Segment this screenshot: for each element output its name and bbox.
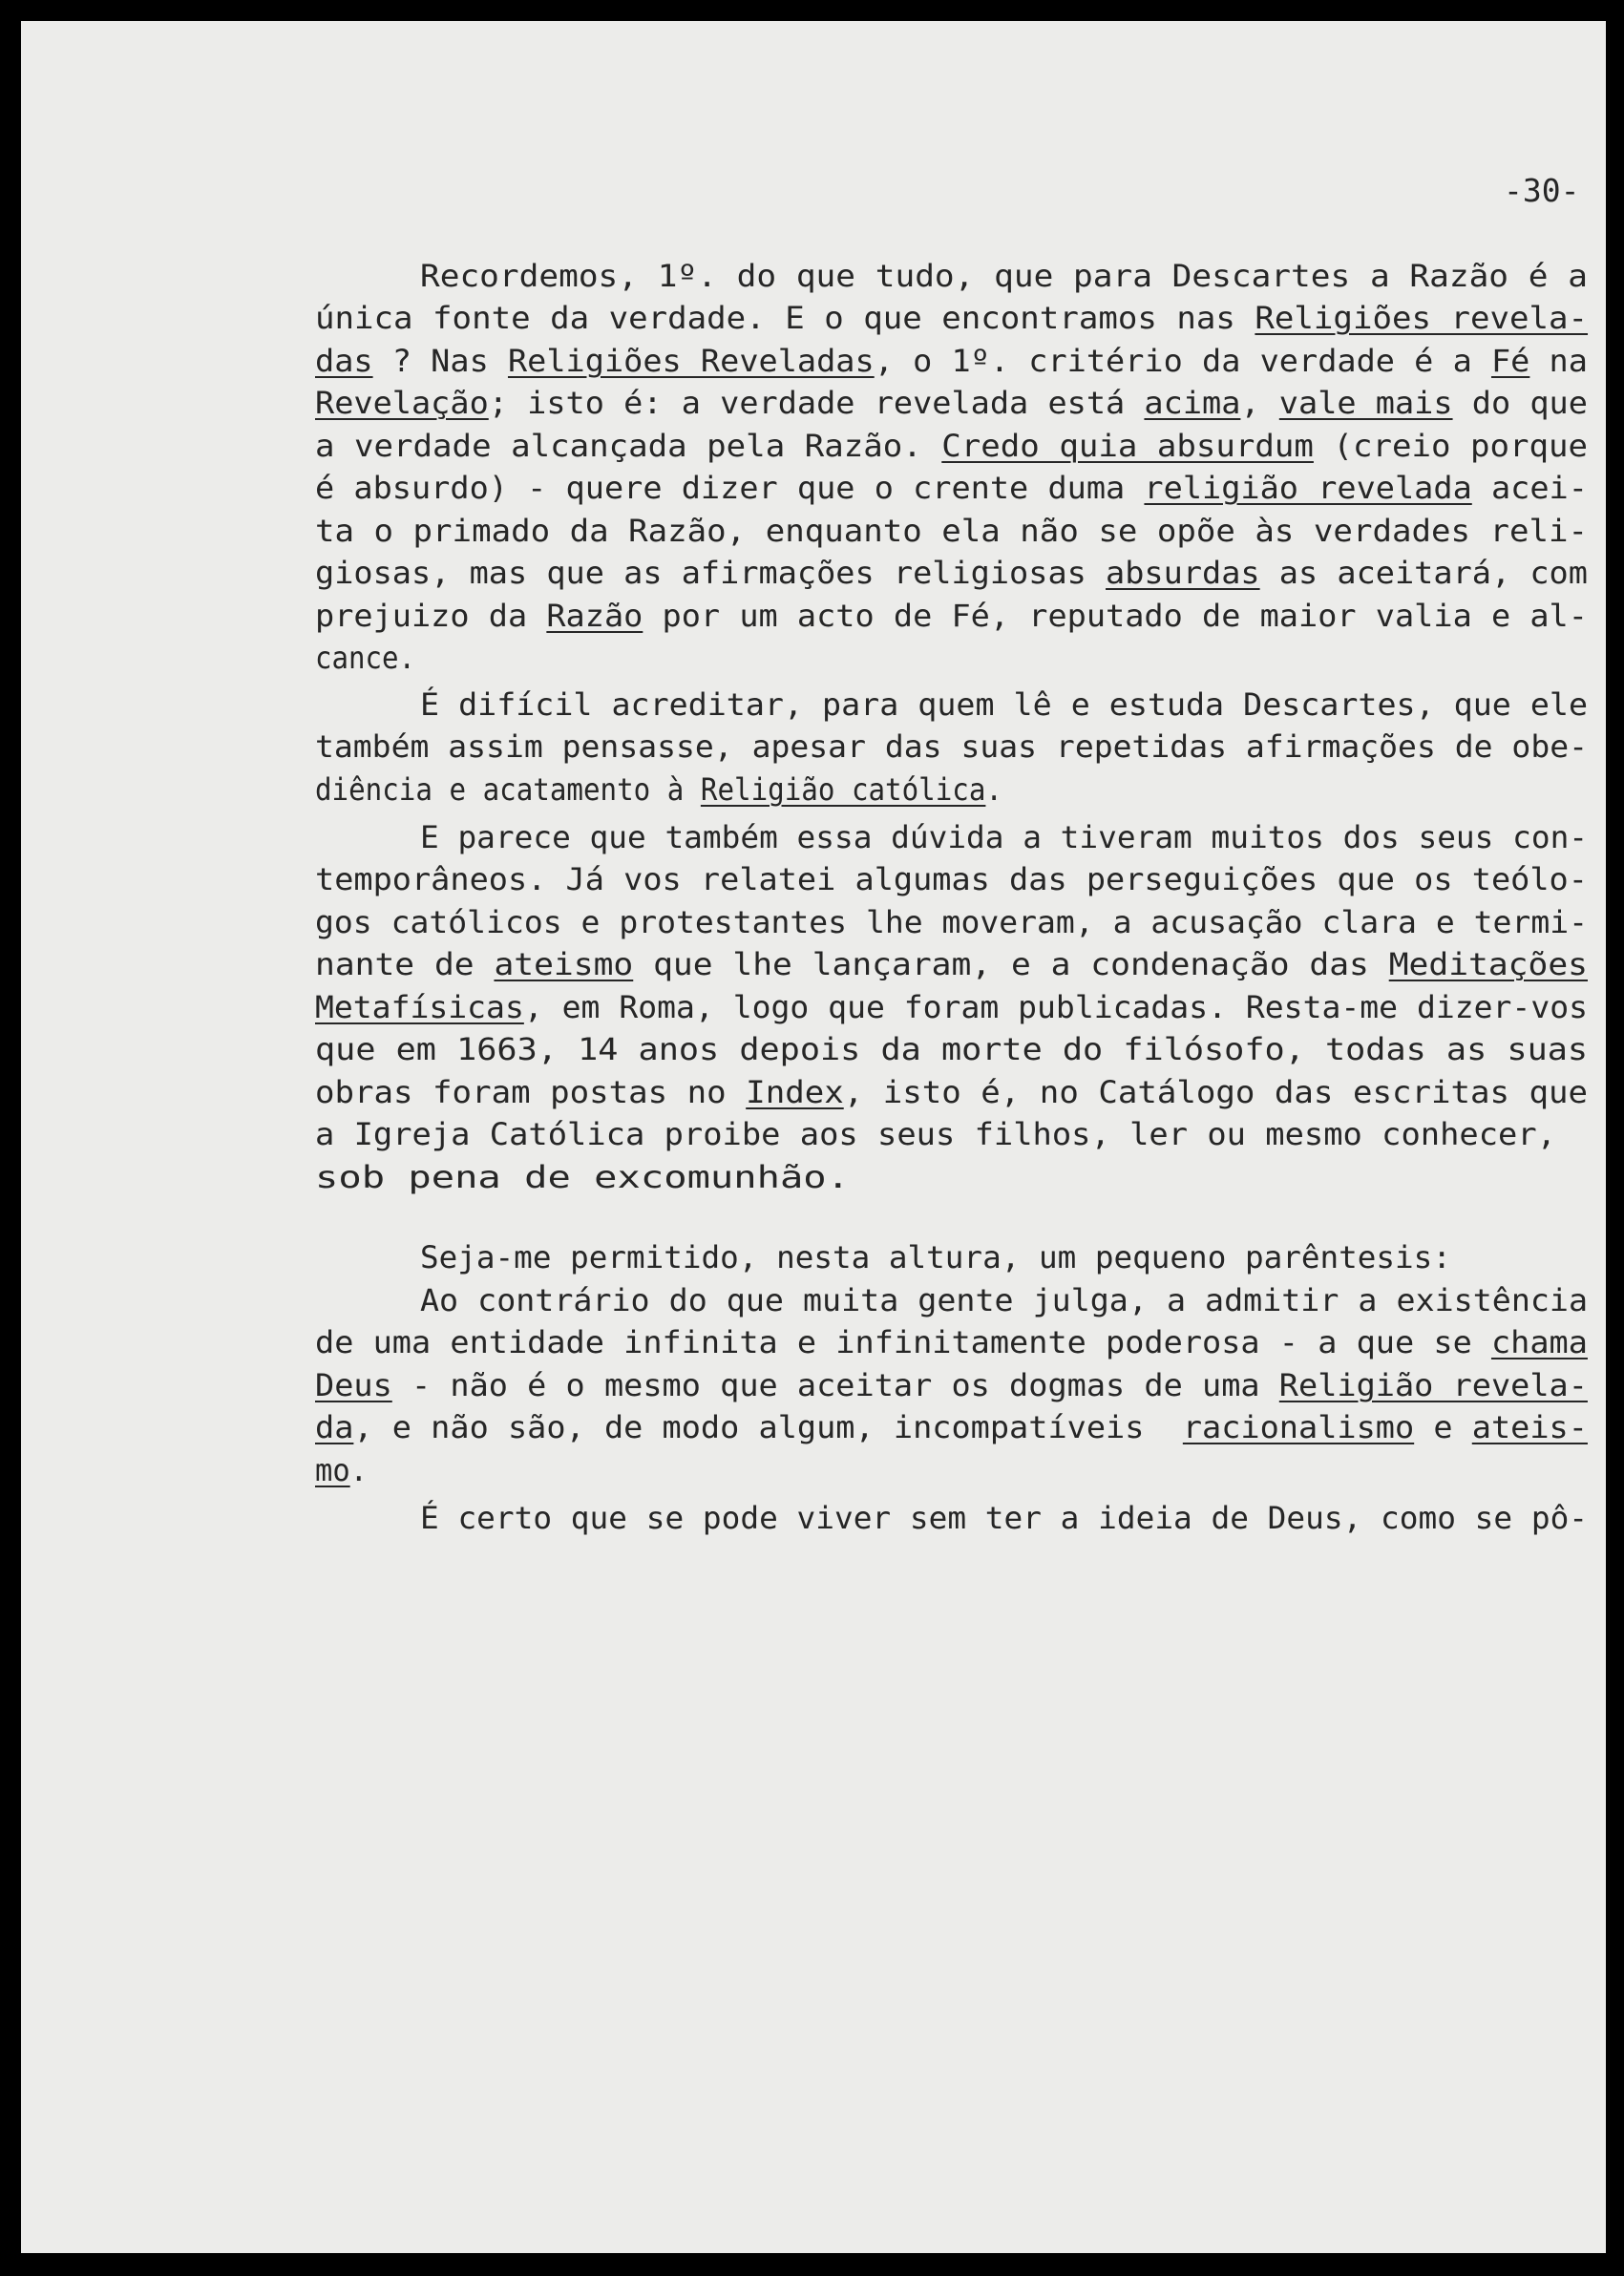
text-run: gos católicos e protestantes lhe moveram, a acusação clara e termi- [315,904,1589,940]
underlined-term: Religião católica [700,771,986,808]
text-line [315,1073,1588,1111]
underlined-term: ateismo [494,946,634,982]
underlined-term: Deus [315,1367,392,1403]
underlined-term: acima [1144,385,1241,421]
text-line [315,1451,368,1489]
underlined-term: ateis- [1471,1409,1588,1445]
text-run: . [349,1452,368,1488]
underlined-term: Fé [1490,343,1530,379]
text-line [315,988,1588,1026]
text-run: a Igreja Católica proibe aos seus filhos, ler ou mesmo conhecer, [315,1116,1556,1152]
text-line [315,554,1588,592]
underlined-term: Credo quia absurdum [941,428,1314,464]
text-run: E parece que também essa dúvida a tiveram muitos dos seus con- [420,819,1589,855]
text-run: diência e acatamento à [315,771,701,808]
text-run: ta o primado da Razão, enquanto ela não se opõe às verdades reli- [315,513,1589,549]
underlined-term: Index [746,1074,844,1110]
text-run: que em 1663, 14 anos depois da morte do filósofo, todas as suas [315,1031,1589,1067]
text-line [315,427,1588,465]
underlined-term: Metafísicas [315,989,524,1025]
text-run: temporâneos. Já vos relatei algumas das perseguições que os teólo- [315,861,1588,897]
text-run: que lhe lançaram, e a condenação das [633,946,1389,982]
text-run: e [1414,1409,1472,1445]
typewritten-page [21,21,1606,2253]
text-run: , isto é, no Catálogo das escritas que [843,1074,1589,1110]
text-line [315,597,1588,635]
text-line [315,1408,1588,1446]
text-run: as aceitará, com [1259,555,1588,591]
text-line [315,945,1588,983]
text-line [420,1281,1588,1319]
text-run: É difícil acreditar, para quem lê e estuda Descartes, que ele [420,686,1589,723]
text-run: Recordemos, 1º. do que tudo, que para Descartes a Razão é a [420,258,1588,294]
text-run: ; isto é: a verdade revelada está [488,385,1145,421]
text-run: é absurdo) - quere dizer que o crente duma [315,470,1145,506]
text-line [315,1366,1588,1404]
page-number: -30- [1504,172,1580,209]
underlined-term: das [315,343,373,379]
text-run: do que [1452,385,1588,421]
underlined-term: Razão [546,598,643,634]
text-run: (creio porque [1313,428,1589,464]
underlined-term: Religiões Reveladas [507,343,875,379]
text-run: também assim pensasse, apesar das suas repetidas afirmações de obe- [315,728,1589,765]
text-run: Ao contrário do que muita gente julga, a admitir a existência [420,1282,1589,1318]
text-run: acei- [1471,470,1588,506]
text-line [315,639,415,677]
text-run: a verdade alcançada pela Razão. [315,428,942,464]
text-line [315,1323,1588,1361]
text-line [420,685,1588,724]
text-line [315,1158,850,1196]
underlined-term: mo [315,1452,350,1488]
text-run: É certo que se pode viver sem ter a ideia de Deus, como se pô- [420,1500,1589,1536]
underlined-term: Religião revela- [1278,1367,1588,1403]
text-run: , o 1º. critério da verdade é a [874,343,1491,379]
underlined-term: Religiões revela- [1255,300,1589,336]
text-run: ? Nas [372,343,508,379]
underlined-term: da [315,1409,354,1445]
text-line [420,1238,1451,1276]
text-run: , [1240,385,1279,421]
underlined-term: religião revelada [1144,470,1472,506]
underlined-term: racionalismo [1182,1409,1415,1445]
text-line [315,727,1588,766]
text-run: na [1529,343,1588,379]
text-line [315,903,1588,941]
underlined-term: chama [1490,1324,1588,1360]
text-line [315,299,1588,337]
text-run: obras foram postas no [315,1074,747,1110]
text-line [315,469,1588,507]
text-run: por um acto de Fé, reputado de maior valia e al- [643,598,1588,634]
text-run: Seja-me permitido, nesta altura, um pequeno parêntesis: [420,1239,1451,1275]
text-run: sob pena de excomunhão. [315,1159,851,1195]
underlined-term: Meditações [1388,946,1588,982]
text-line [315,1115,1556,1153]
text-run: prejuizo da [315,598,547,634]
text-line [420,818,1588,856]
text-run: giosas, mas que as afirmações religiosas [315,555,1107,591]
text-line [315,860,1588,898]
text-run: de uma entidade infinita e infinitamente poderosa - a que se [315,1324,1491,1360]
underlined-term: vale mais [1278,385,1453,421]
text-line [420,257,1588,295]
text-run: única fonte da verdade. E o que encontramos nas [315,300,1255,336]
text-run: cance. [315,640,416,676]
text-line [315,384,1588,422]
text-line [315,512,1588,550]
text-run: . [985,771,1002,808]
text-line [420,1499,1588,1537]
text-run: nante de [315,946,495,982]
underlined-term: Revelação [315,385,489,421]
text-run: - não é o mesmo que aceitar os dogmas de uma [391,1367,1279,1403]
text-run: , em Roma, logo que foram publicadas. Resta-me dizer-vos [523,989,1589,1025]
underlined-term: absurdas [1106,555,1260,591]
text-line [315,770,1002,809]
text-run: , e não são, de modo algum, incompatíveis [353,1409,1183,1445]
text-line [315,342,1588,380]
text-line [315,1030,1588,1068]
